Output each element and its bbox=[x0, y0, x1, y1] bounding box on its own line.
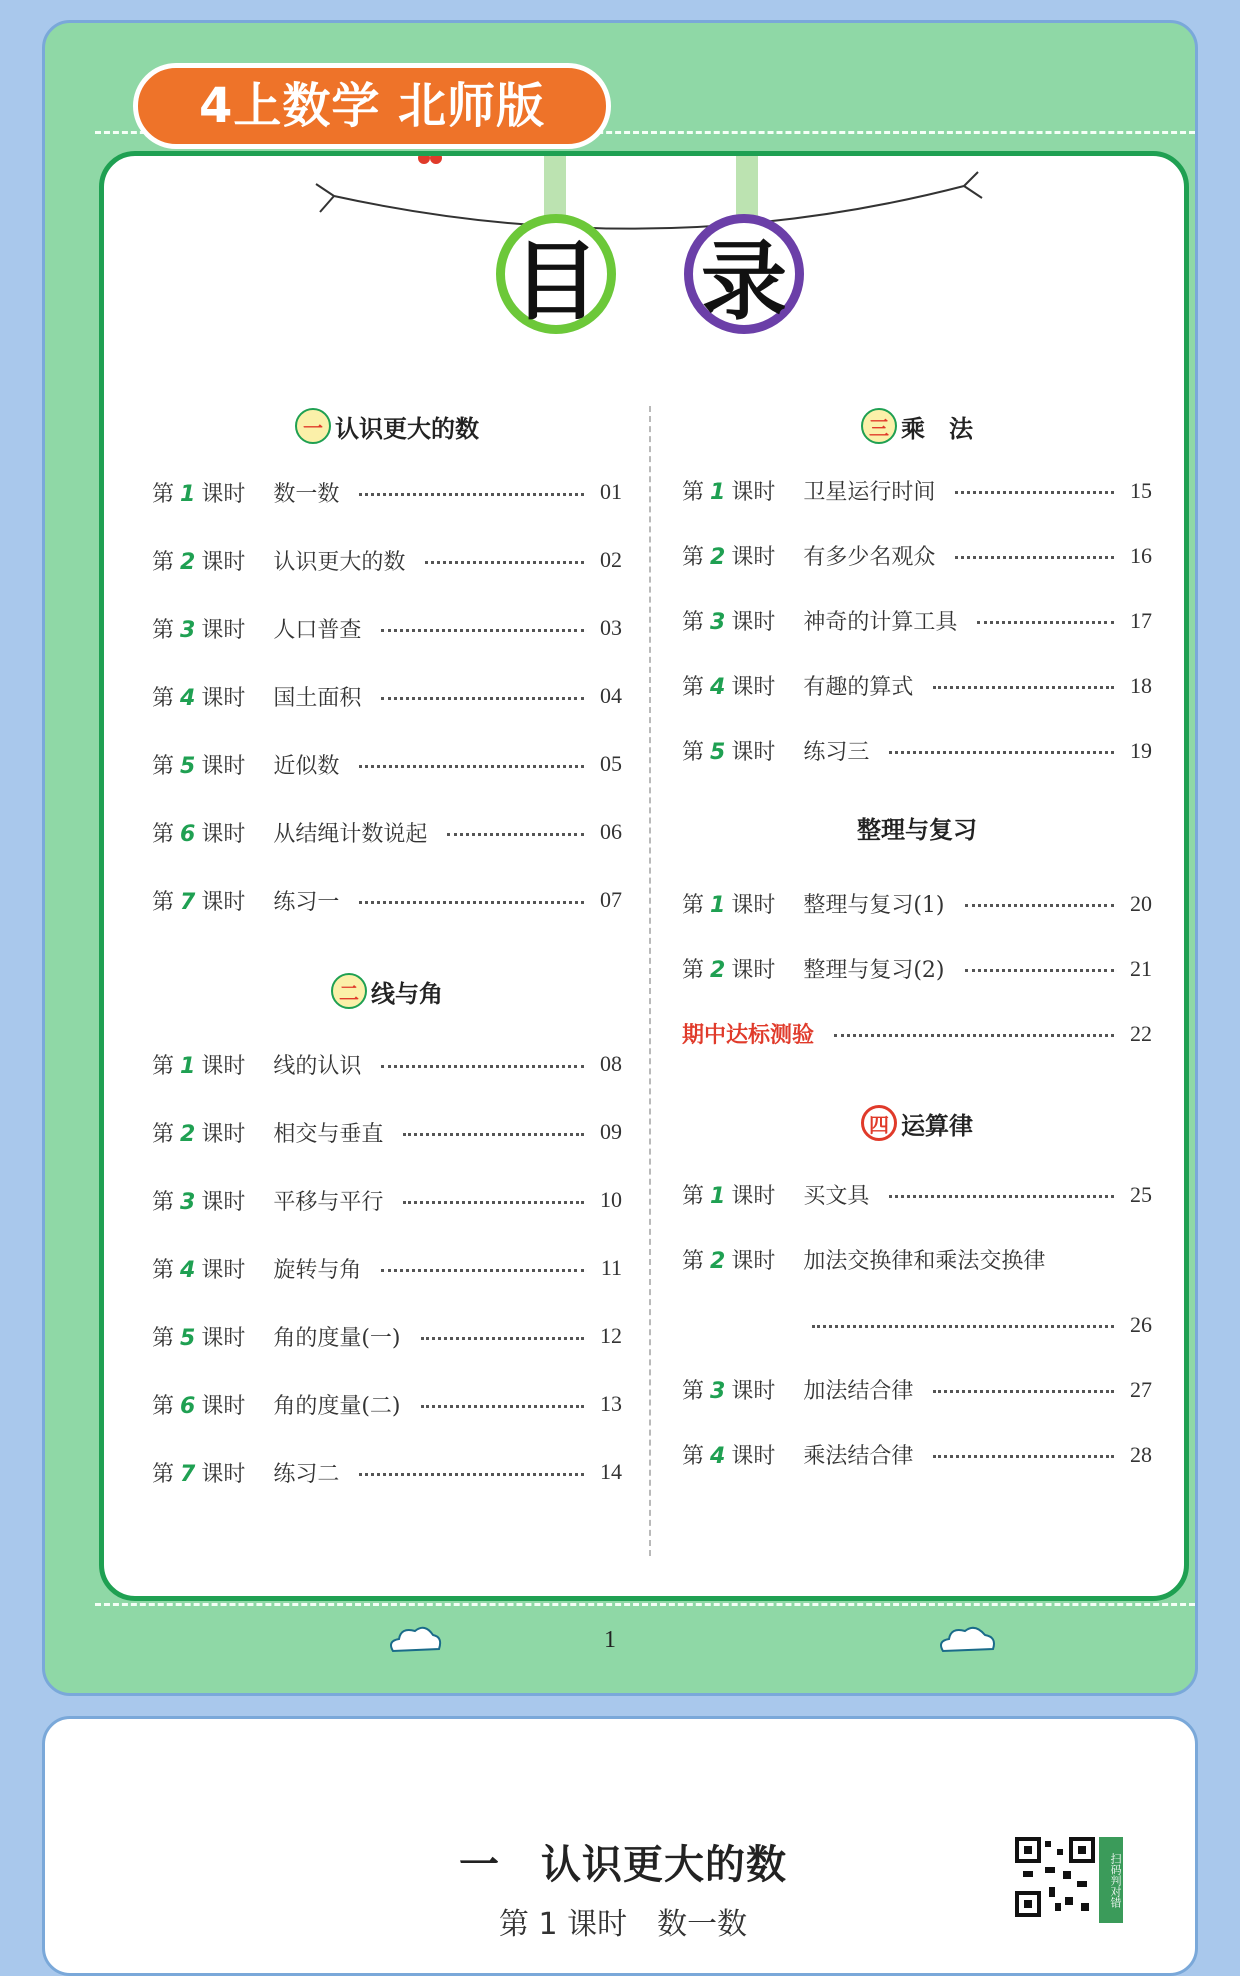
lesson-label bbox=[152, 1389, 245, 1420]
hanging-string-decoration bbox=[104, 156, 1194, 276]
leader-dots bbox=[425, 561, 584, 564]
lesson-number: 4 bbox=[710, 1444, 726, 1469]
toc-row[interactable] bbox=[682, 1422, 1152, 1487]
lesson-label bbox=[682, 1374, 775, 1405]
lesson-prefix: 第 bbox=[152, 481, 175, 507]
lesson-prefix: 第 bbox=[682, 893, 705, 918]
leader-dots bbox=[933, 686, 1114, 689]
toc-row-continuation bbox=[682, 1292, 1152, 1357]
lesson-number: 1 bbox=[710, 893, 726, 918]
lesson-number: 4 bbox=[180, 1257, 196, 1283]
lesson-title: 神奇的计算工具 bbox=[803, 610, 958, 635]
lesson-suffix: 课时 bbox=[201, 821, 246, 847]
lesson-prefix: 第 bbox=[682, 958, 705, 983]
leader-dots bbox=[381, 697, 584, 700]
cloud-icon bbox=[385, 1623, 445, 1659]
lesson-label bbox=[682, 605, 775, 636]
leader-dots bbox=[447, 833, 584, 836]
lesson-page: 19 bbox=[1130, 737, 1152, 763]
lesson-number: 1 bbox=[180, 481, 196, 507]
leader-dots bbox=[933, 1390, 1114, 1393]
toc-row[interactable] bbox=[152, 458, 622, 526]
lesson-number: 5 bbox=[710, 740, 726, 765]
qr-code-icon[interactable] bbox=[1015, 1837, 1095, 1917]
lesson-page: 27 bbox=[1130, 1376, 1152, 1402]
lesson-prefix: 第 bbox=[152, 1189, 175, 1215]
lesson-title: 旋转与角 bbox=[273, 1257, 362, 1283]
toc-title-char-2: 录 bbox=[684, 214, 804, 334]
lesson-suffix: 课时 bbox=[731, 1444, 776, 1469]
lesson-prefix: 第 bbox=[152, 1257, 175, 1283]
lesson-title: 相交与垂直 bbox=[273, 1121, 384, 1147]
toc-row[interactable] bbox=[152, 1030, 622, 1098]
lesson-label bbox=[682, 735, 775, 766]
chapter-title: 一 认识更大的数 bbox=[459, 1842, 787, 1888]
leader-dots bbox=[834, 1034, 1114, 1037]
lesson-title: 整理与复习(1) bbox=[803, 893, 945, 918]
lesson-label bbox=[152, 681, 245, 712]
unit-2-lessons bbox=[152, 1030, 622, 1506]
lesson-number: 6 bbox=[180, 1393, 196, 1419]
toc-page bbox=[42, 20, 1198, 1696]
toc-row[interactable] bbox=[682, 718, 1152, 783]
toc-row[interactable] bbox=[682, 871, 1152, 936]
lesson-label bbox=[152, 1321, 245, 1352]
lesson-prefix: 第 bbox=[682, 1184, 705, 1209]
lesson-label bbox=[682, 1179, 775, 1210]
lesson-label bbox=[152, 1253, 245, 1284]
lesson-page: 16 bbox=[1130, 542, 1152, 568]
lesson-prefix: 第 bbox=[682, 740, 705, 765]
lesson-label bbox=[152, 1185, 245, 1216]
leader-dots bbox=[977, 621, 1114, 624]
lesson-title: 练习二 bbox=[273, 1461, 340, 1487]
unit-4-badge: 四 bbox=[861, 1105, 897, 1141]
page-number: 1 bbox=[604, 1627, 616, 1653]
toc-row[interactable] bbox=[682, 523, 1152, 588]
toc-row[interactable] bbox=[152, 866, 622, 934]
lesson-page: 25 bbox=[1130, 1181, 1152, 1207]
lesson-prefix: 第 bbox=[152, 1121, 175, 1147]
lesson-prefix: 第 bbox=[152, 1461, 175, 1487]
lesson-prefix: 第 bbox=[682, 675, 705, 700]
lesson-page: 13 bbox=[600, 1391, 622, 1416]
lesson-label bbox=[152, 1117, 245, 1148]
lesson-page: 07 bbox=[600, 887, 622, 912]
lesson-page: 05 bbox=[600, 751, 622, 776]
lesson-prefix: 第 bbox=[152, 753, 175, 779]
lesson-number: 3 bbox=[180, 1189, 196, 1215]
lesson-page: 17 bbox=[1130, 607, 1152, 633]
lesson-page: 01 bbox=[600, 479, 622, 504]
leader-dots bbox=[955, 556, 1114, 559]
lesson-title: 卫星运行时间 bbox=[803, 480, 936, 505]
lesson-suffix: 课时 bbox=[201, 1461, 246, 1487]
lesson-page: 18 bbox=[1130, 672, 1152, 698]
lesson-label bbox=[682, 475, 775, 506]
toc-row[interactable] bbox=[682, 1227, 1152, 1292]
column-divider bbox=[649, 406, 651, 1556]
lesson-prefix: 第 bbox=[682, 1249, 705, 1274]
lesson-title: 角的度量(一) bbox=[273, 1325, 401, 1351]
leader-dots bbox=[889, 751, 1114, 754]
qr-label: 扫码判对错 bbox=[1099, 1837, 1123, 1923]
lesson-prefix: 第 bbox=[152, 617, 175, 643]
lesson-title: 线的认识 bbox=[273, 1053, 362, 1079]
lesson-prefix: 第 bbox=[682, 1379, 705, 1404]
lesson-page: 15 bbox=[1130, 477, 1152, 503]
lesson-suffix: 课时 bbox=[201, 1393, 246, 1419]
lesson-number: 2 bbox=[710, 1249, 726, 1274]
toc-row[interactable] bbox=[152, 1166, 622, 1234]
lesson-page: 04 bbox=[600, 683, 622, 708]
lesson-prefix: 第 bbox=[682, 1444, 705, 1469]
review-heading: 整理与复习 bbox=[857, 815, 977, 844]
lesson-number: 2 bbox=[710, 545, 726, 570]
lesson-suffix: 课时 bbox=[731, 1249, 776, 1274]
toc-row[interactable] bbox=[152, 594, 622, 662]
toc-right-column bbox=[682, 394, 1152, 1487]
lesson-title: 人口普查 bbox=[273, 617, 362, 643]
lesson-title: 平移与平行 bbox=[273, 1189, 384, 1215]
toc-row[interactable] bbox=[682, 1162, 1152, 1227]
lesson-prefix: 第 bbox=[152, 549, 175, 575]
lesson-title: 加法结合律 bbox=[803, 1379, 914, 1404]
lesson-suffix: 课时 bbox=[731, 740, 776, 765]
leader-dots bbox=[403, 1133, 584, 1136]
toc-left-column bbox=[152, 394, 622, 1506]
lesson-number: 1 bbox=[180, 1053, 196, 1079]
lesson-suffix: 课时 bbox=[731, 1379, 776, 1404]
lesson-title: 从结绳计数说起 bbox=[273, 821, 428, 847]
lesson-number: 3 bbox=[180, 617, 196, 643]
lesson-title: 第 1 课时 数一数 bbox=[498, 1907, 748, 1942]
lesson-label bbox=[152, 749, 245, 780]
lesson-title: 买文具 bbox=[803, 1184, 870, 1209]
leader-dots bbox=[889, 1195, 1114, 1198]
toc-row[interactable] bbox=[152, 1438, 622, 1506]
leader-dots bbox=[965, 904, 1114, 907]
lesson-prefix: 第 bbox=[152, 1053, 175, 1079]
toc-row[interactable] bbox=[152, 526, 622, 594]
lesson-number: 2 bbox=[180, 1121, 196, 1147]
lesson-label bbox=[682, 1439, 775, 1470]
lesson-prefix: 第 bbox=[152, 1393, 175, 1419]
toc-row[interactable] bbox=[682, 936, 1152, 1001]
lesson-page: 02 bbox=[600, 547, 622, 572]
unit-4-title: 运算律 bbox=[901, 1111, 973, 1140]
leader-dots bbox=[965, 969, 1114, 972]
lesson-label bbox=[682, 1244, 775, 1275]
lesson-title: 认识更大的数 bbox=[273, 549, 406, 575]
leader-dots bbox=[359, 901, 584, 904]
next-page-preview bbox=[42, 1716, 1198, 1976]
lesson-suffix: 课时 bbox=[201, 1121, 246, 1147]
leader-dots bbox=[381, 1269, 584, 1272]
lesson-number: 3 bbox=[710, 1379, 726, 1404]
leader-dots bbox=[955, 491, 1114, 494]
toc-row[interactable] bbox=[682, 1357, 1152, 1422]
lesson-label bbox=[152, 1049, 245, 1080]
lesson-title: 练习三 bbox=[803, 740, 870, 765]
lesson-suffix: 课时 bbox=[201, 1325, 246, 1351]
lesson-prefix: 第 bbox=[152, 821, 175, 847]
lesson-page: 26 bbox=[1130, 1311, 1152, 1337]
exam-page: 22 bbox=[1130, 1020, 1152, 1046]
lesson-title: 整理与复习(2) bbox=[803, 958, 945, 983]
leader-dots bbox=[812, 1325, 1114, 1328]
lesson-prefix: 第 bbox=[152, 685, 175, 711]
lesson-page: 09 bbox=[600, 1119, 622, 1144]
lesson-suffix: 课时 bbox=[201, 481, 246, 507]
lesson-number: 4 bbox=[180, 685, 196, 711]
lesson-suffix: 课时 bbox=[201, 753, 246, 779]
lesson-number: 7 bbox=[180, 889, 196, 915]
lesson-suffix: 课时 bbox=[731, 893, 776, 918]
lesson-prefix: 第 bbox=[682, 545, 705, 570]
unit-1-badge: 一 bbox=[295, 408, 331, 444]
lesson-page: 12 bbox=[600, 1323, 622, 1348]
toc-row[interactable] bbox=[682, 458, 1152, 523]
unit-3-heading bbox=[682, 394, 1152, 458]
lesson-suffix: 课时 bbox=[201, 685, 246, 711]
lesson-suffix: 课时 bbox=[731, 480, 776, 505]
lesson-number: 3 bbox=[710, 610, 726, 635]
book-banner: 4上数学 北师版 bbox=[133, 63, 611, 149]
lesson-page: 20 bbox=[1130, 890, 1152, 916]
lesson-suffix: 课时 bbox=[731, 1184, 776, 1209]
lesson-page: 14 bbox=[600, 1459, 622, 1484]
lesson-number: 2 bbox=[710, 958, 726, 983]
lesson-suffix: 课时 bbox=[201, 617, 246, 643]
leader-dots bbox=[421, 1337, 584, 1340]
lesson-page: 06 bbox=[600, 819, 622, 844]
lesson-number: 1 bbox=[710, 1184, 726, 1209]
unit-2-title: 线与角 bbox=[371, 979, 443, 1008]
unit-1-lessons bbox=[152, 458, 622, 934]
lesson-page: 11 bbox=[600, 1255, 622, 1280]
lesson-label bbox=[152, 1457, 245, 1488]
lesson-page: 21 bbox=[1130, 955, 1152, 981]
lesson-suffix: 课时 bbox=[201, 1189, 246, 1215]
leader-dots bbox=[421, 1405, 584, 1408]
unit-2-heading bbox=[152, 934, 622, 1030]
lesson-number: 6 bbox=[180, 821, 196, 847]
leader-dots bbox=[359, 1473, 584, 1476]
lesson-page: 08 bbox=[600, 1051, 622, 1076]
lesson-suffix: 课时 bbox=[201, 1053, 246, 1079]
toc-row[interactable] bbox=[152, 1234, 622, 1302]
unit-1-title: 认识更大的数 bbox=[335, 414, 479, 443]
lesson-label bbox=[682, 540, 775, 571]
unit-3-badge: 三 bbox=[861, 408, 897, 444]
lesson-label bbox=[152, 885, 245, 916]
lesson-page: 28 bbox=[1130, 1441, 1152, 1467]
lesson-label bbox=[152, 477, 245, 508]
leader-dots bbox=[381, 1065, 584, 1068]
lesson-label bbox=[682, 670, 775, 701]
lesson-suffix: 课时 bbox=[201, 889, 246, 915]
toc-row[interactable] bbox=[152, 1302, 622, 1370]
leader-dots bbox=[359, 765, 584, 768]
lesson-label bbox=[682, 953, 775, 984]
leader-dots bbox=[933, 1455, 1114, 1458]
toc-row[interactable] bbox=[152, 662, 622, 730]
lesson-title: 练习一 bbox=[273, 889, 340, 915]
unit-1-heading bbox=[152, 394, 622, 458]
lesson-title: 加法交换律和乘法交换律 bbox=[803, 1249, 1046, 1274]
lesson-page: 03 bbox=[600, 615, 622, 640]
leader-dots bbox=[403, 1201, 584, 1204]
unit-3-title: 乘 法 bbox=[901, 414, 973, 443]
lesson-number: 2 bbox=[180, 549, 196, 575]
lesson-suffix: 课时 bbox=[731, 610, 776, 635]
lesson-suffix: 课时 bbox=[731, 958, 776, 983]
lesson-title: 近似数 bbox=[273, 753, 340, 779]
unit-2-badge: 二 bbox=[331, 973, 367, 1009]
lesson-number: 7 bbox=[180, 1461, 196, 1487]
lesson-title: 乘法结合律 bbox=[803, 1444, 914, 1469]
lesson-label bbox=[152, 545, 245, 576]
toc-row[interactable] bbox=[152, 1370, 622, 1438]
unit-4-heading bbox=[682, 1066, 1152, 1162]
toc-title-char-1: 目 bbox=[496, 214, 616, 334]
leader-dots bbox=[359, 493, 584, 496]
exam-title: 期中达标测验 bbox=[682, 1023, 815, 1048]
lesson-label bbox=[152, 613, 245, 644]
lesson-number: 5 bbox=[180, 1325, 196, 1351]
leader-dots bbox=[381, 629, 584, 632]
toc-row[interactable] bbox=[152, 1098, 622, 1166]
dashed-border-bottom bbox=[95, 1603, 1195, 1606]
lesson-number: 5 bbox=[180, 753, 196, 779]
lesson-number: 1 bbox=[710, 480, 726, 505]
lesson-prefix: 第 bbox=[152, 1325, 175, 1351]
exam-row[interactable] bbox=[682, 1001, 1152, 1066]
lesson-label bbox=[152, 817, 245, 848]
lesson-page: 10 bbox=[600, 1187, 622, 1212]
lesson-title: 数一数 bbox=[273, 481, 340, 507]
lesson-number: 4 bbox=[710, 675, 726, 700]
lesson-prefix: 第 bbox=[682, 610, 705, 635]
lesson-title: 角的度量(二) bbox=[273, 1393, 401, 1419]
lesson-suffix: 课时 bbox=[201, 1257, 246, 1283]
lesson-title: 有多少名观众 bbox=[803, 545, 936, 570]
unit-3-lessons bbox=[682, 458, 1152, 783]
lesson-title: 国土面积 bbox=[273, 685, 362, 711]
toc-row[interactable] bbox=[682, 653, 1152, 718]
toc-row[interactable] bbox=[152, 730, 622, 798]
toc-panel bbox=[99, 151, 1189, 1601]
lesson-prefix: 第 bbox=[682, 480, 705, 505]
lesson-suffix: 课时 bbox=[731, 675, 776, 700]
cloud-icon bbox=[935, 1623, 1001, 1659]
lesson-label bbox=[682, 888, 775, 919]
lesson-title: 有趣的算式 bbox=[803, 675, 914, 700]
lesson-prefix: 第 bbox=[152, 889, 175, 915]
lesson-suffix: 课时 bbox=[201, 549, 246, 575]
review-lessons bbox=[682, 871, 1152, 1001]
unit-4-lessons bbox=[682, 1162, 1152, 1487]
toc-row[interactable] bbox=[152, 798, 622, 866]
toc-row[interactable] bbox=[682, 588, 1152, 653]
lesson-suffix: 课时 bbox=[731, 545, 776, 570]
